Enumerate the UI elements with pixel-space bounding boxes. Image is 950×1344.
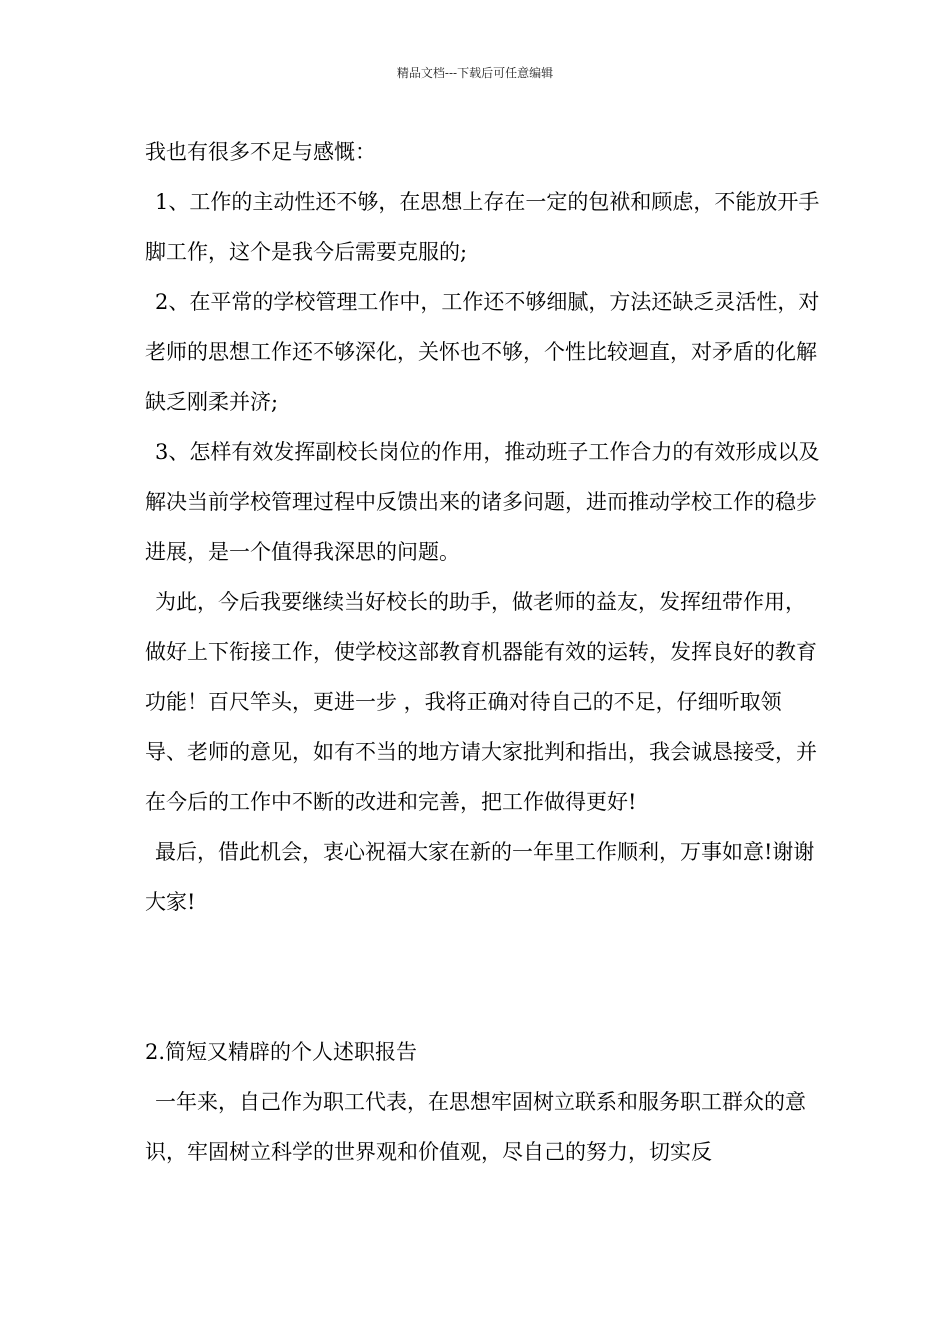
paragraph-closing: 最后，借此机会，衷心祝福大家在新的一年里工作顺利，万事如意!谢谢大家! [145, 840, 815, 914]
document-body [145, 127, 820, 1177]
paragraph-intro: 我也有很多不足与感慨： [145, 140, 376, 164]
paragraph-item-2: 2、在平常的学校管理工作中，工作还不够细腻，方法还缺乏灵活性，对老师的思想工作还不够深化，关怀也不够，个性比较迴直，对矛盾的化解缺乏刚柔并济; [145, 290, 820, 414]
paragraph-plan: 为此，今后我要继续当好校长的助手，做老师的益友，发挥纽带作用，做好上下衔接工作，使学校这部教育机器能有效的运转，发挥良好的教育功能！百尺竿头，更进一步 ，我将正确对待自己的不足，仔细听取领导、老师的意见，如有不当的地方请大家批判和指出，我会诚恳接受，并在今后的工作中不断的改进和完善，把工作做得更好! [145, 590, 817, 814]
paragraph-item-1: 1、工作的主动性还不够，在思想上存在一定的包袱和顾虑，不能放开手脚工作，这个是我今后需要克服的; [145, 190, 820, 264]
section-paragraph: 一年来，自己作为职工代表，在思想牢固树立联系和服务职工群众的意识，牢固树立科学的世界观和价值观，尽自己的努力，切实反 [145, 1090, 806, 1164]
paragraph-item-3: 3、怎样有效发挥副校长岗位的作用，推动班子工作合力的有效形成以及解决当前学校管理过程中反馈出来的诸多问题，进而推动学校工作的稳步进展，是一个值得我深思的问题。 [145, 440, 820, 564]
page-header: 精品文档---下载后可任意编辑 [396, 66, 554, 80]
section-spacer [145, 927, 820, 1027]
section-heading: 2.简短又精辟的个人述职报告 [145, 1040, 418, 1064]
